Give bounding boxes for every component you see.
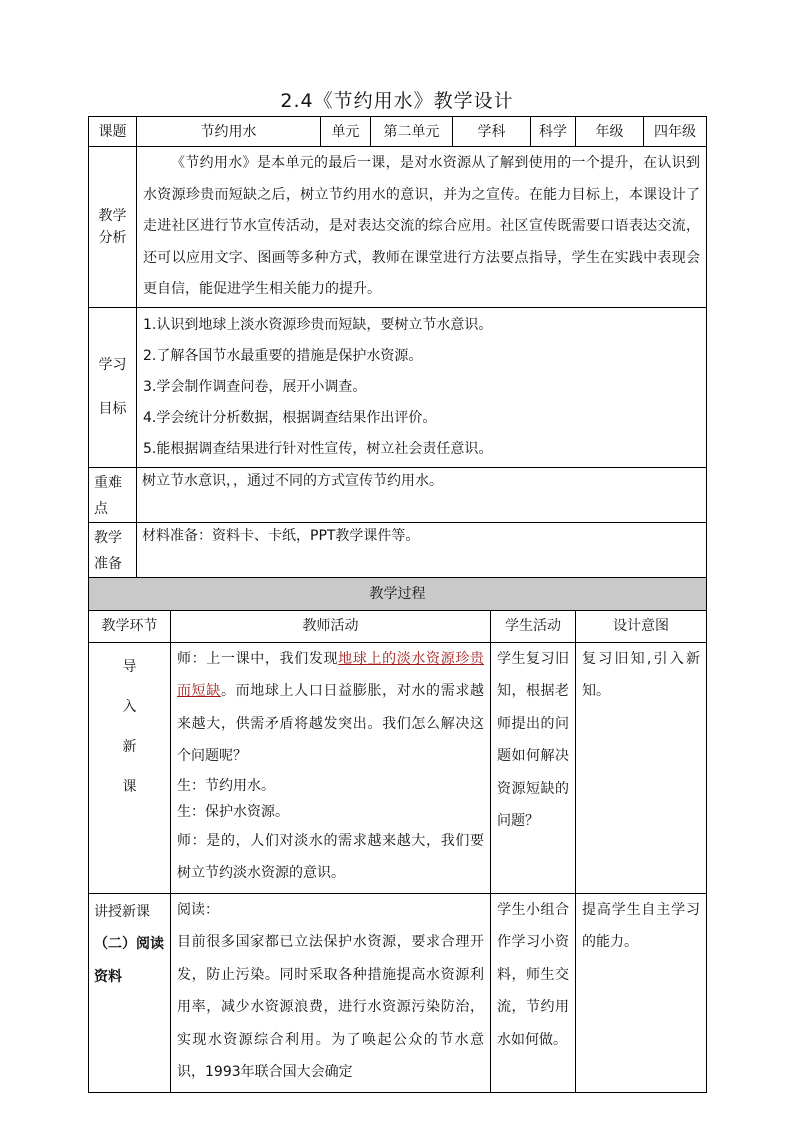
goals-list [137, 307, 707, 467]
reading-intent: 提高学生自主学习的能力。 [576, 893, 707, 1092]
header-stage: 教学环节 [89, 610, 171, 642]
analysis-row [89, 147, 707, 308]
header-student: 学生活动 [491, 610, 576, 642]
grade-value: 四年级 [644, 117, 707, 147]
process-band: 教学过程 [89, 577, 707, 610]
header-intent: 设计意图 [576, 610, 707, 642]
highlighted-text: 地球上的淡水资源珍贵而短缺 [177, 650, 485, 699]
intro-teacher: 师：上一课中，我们发现地球上的淡水资源珍贵而短缺。而地球上人口日益膨胀，对水的需求越来越大，供需矛盾将越发突出。我们怎么解决这个问题呢？ 生：节约用水。 生：保护水资源。 师：是的，人们对淡水的需求越来越大，我们要树立节约淡水资源的意识。 [171, 642, 491, 893]
unit-label: 单元 [321, 117, 371, 147]
unit-value: 第二单元 [371, 117, 453, 147]
analysis-text: 《节约用水》是本单元的最后一课，是对水资源从了解到使用的一个提升，在认识到水资源珍贵而短缺之后，树立节约用水的意识，并为之宣传。在能力目标上，本课设计了走进社区进行节水宣传活动，是对表达交流的综合应用。社区宣传既需要口语表达交流，还可以应用文字、图画等多种方式，教师在课堂进行方法要点指导，学生在实践中表现会更自信，能促进学生相关能力的提升。 [137, 147, 707, 308]
lesson-plan-table [88, 116, 707, 1093]
reading-row [89, 893, 707, 1092]
preparation-label: 教学 准备 [89, 522, 137, 577]
key-points-row [89, 467, 707, 522]
goals-row [89, 307, 707, 467]
reading-stage: 讲授新课 （二）阅读资料 [89, 893, 171, 1092]
course-label: 课题 [89, 117, 137, 147]
intro-intent: 复习旧知,引入新知。 [576, 642, 707, 893]
reading-student: 学生小组合作学习小资料，师生交流，节约用水如何做。 [491, 893, 576, 1092]
intro-stage: 导 入 新 课 [89, 642, 171, 893]
goal-item: 1.认识到地球上淡水资源珍贵而短缺，要树立节水意识。 [143, 316, 493, 333]
goal-item: 4.学会统计分析数据，根据调查结果作出评价。 [143, 409, 437, 426]
intro-row [89, 642, 707, 893]
preparation-text: 材料准备：资料卡、卡纸，PPT教学课件等。 [137, 522, 707, 577]
goal-item: 5.能根据调查结果进行针对性宣传，树立社会责任意识。 [143, 440, 493, 457]
key-points-label: 重难 点 [89, 467, 137, 522]
process-header-row [89, 610, 707, 642]
subject-label: 学科 [453, 117, 531, 147]
grade-label: 年级 [576, 117, 644, 147]
header-teacher: 教师活动 [171, 610, 491, 642]
subject-value: 科学 [531, 117, 576, 147]
reading-teacher: 阅读： 目前很多国家都已立法保护水资源，要求合理开发，防止污染。同时采取各种措施提高水资源利用率，减少水资源浪费，进行水资源污染防治，实现水资源综合利用。为了唤起公众的节水意识，1993年联合国大会确定 [171, 893, 491, 1092]
goal-item: 2.了解各国节水最重要的措施是保护水资源。 [143, 347, 423, 364]
process-band-row [89, 577, 707, 610]
document-title: 2.4《节约用水》教学设计 [280, 90, 514, 112]
preparation-row [89, 522, 707, 577]
intro-student: 学生复习旧知，根据老师提出的问题如何解决资源短缺的问题？ [491, 642, 576, 893]
analysis-label: 教学 分析 [89, 147, 137, 308]
info-row [89, 117, 707, 147]
goals-label: 学习 目标 [89, 307, 137, 467]
course-value: 节约用水 [137, 117, 321, 147]
goal-item: 3.学会制作调查问卷，展开小调查。 [143, 378, 367, 395]
key-points-text: 树立节水意识，，通过不同的方式宣传节约用水。 [137, 467, 707, 522]
